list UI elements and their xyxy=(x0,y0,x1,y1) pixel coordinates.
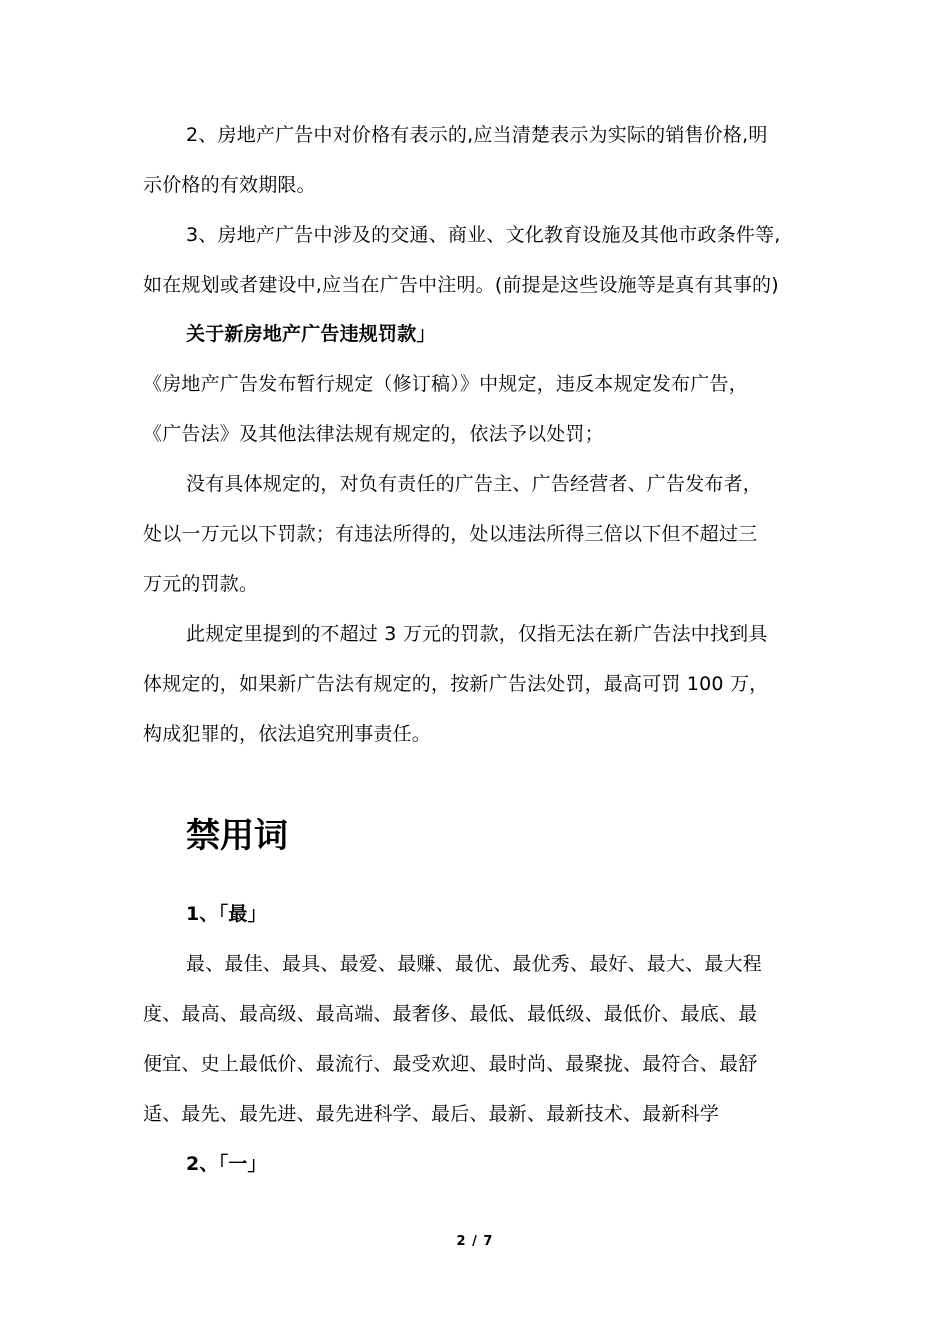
paragraph-fine-line-2: 处以一万元以下罚款；有违法所得的，处以违法所得三倍以下但不超过三 xyxy=(143,523,758,545)
paragraph-fine-line-3: 万元的罚款。 xyxy=(143,573,259,595)
banned-words-line-3: 便宜、史上最低价、最流行、最受欢迎、最时尚、最聚拢、最符合、最舒 xyxy=(143,1053,758,1075)
paragraph-note-line-3: 构成犯罪的，依法追究刑事责任。 xyxy=(143,723,432,745)
page-number: 2 / 7 xyxy=(456,1234,494,1249)
paragraph-facilities-line-1: 3、房地产广告中涉及的交通、商业、文化教育设施及其他市政条件等, xyxy=(186,224,781,246)
paragraph-regulation-line-2: 《广告法》及其他法律法规有规定的，依法予以处罚； xyxy=(143,423,604,445)
banned-words-line-4: 适、最先、最先进、最先进科学、最后、最新、最新技术、最新科学 xyxy=(143,1103,720,1125)
paragraph-price-line-1: 2、房地产广告中对价格有表示的,应当清楚表示为实际的销售价格,明 xyxy=(186,124,768,146)
section-heading-banned-words: 禁用词 xyxy=(186,816,288,856)
paragraph-note-line-1: 此规定里提到的不超过 3 万元的罚款，仅指无法在新广告法中找到具 xyxy=(186,623,768,645)
list-item-title-2: 2、「一」 xyxy=(186,1153,267,1175)
list-item-title-1: 1、「最」 xyxy=(186,903,267,925)
paragraph-facilities-line-2: 如在规划或者建设中,应当在广告中注明。(前提是这些设施等是真有其事的) xyxy=(143,274,779,296)
paragraph-regulation-line-1: 《房地产广告发布暂行规定（修订稿）》中规定，违反本规定发布广告， xyxy=(143,373,748,395)
paragraph-fine-line-1: 没有具体规定的，对负有责任的广告主、广告经营者、广告发布者， xyxy=(186,473,763,495)
banned-words-line-1: 最、最佳、最具、最爱、最赚、最优、最优秀、最好、最大、最大程 xyxy=(186,953,763,975)
banned-words-line-2: 度、最高、最高级、最高端、最奢侈、最低、最低级、最低价、最底、最 xyxy=(143,1003,758,1025)
paragraph-note-line-2: 体规定的，如果新广告法有规定的，按新广告法处罚，最高可罚 100 万， xyxy=(143,673,769,695)
penalty-subheading: 关于新房地产广告违规罚款」 xyxy=(186,323,436,345)
paragraph-price-line-2: 示价格的有效期限。 xyxy=(143,174,316,196)
